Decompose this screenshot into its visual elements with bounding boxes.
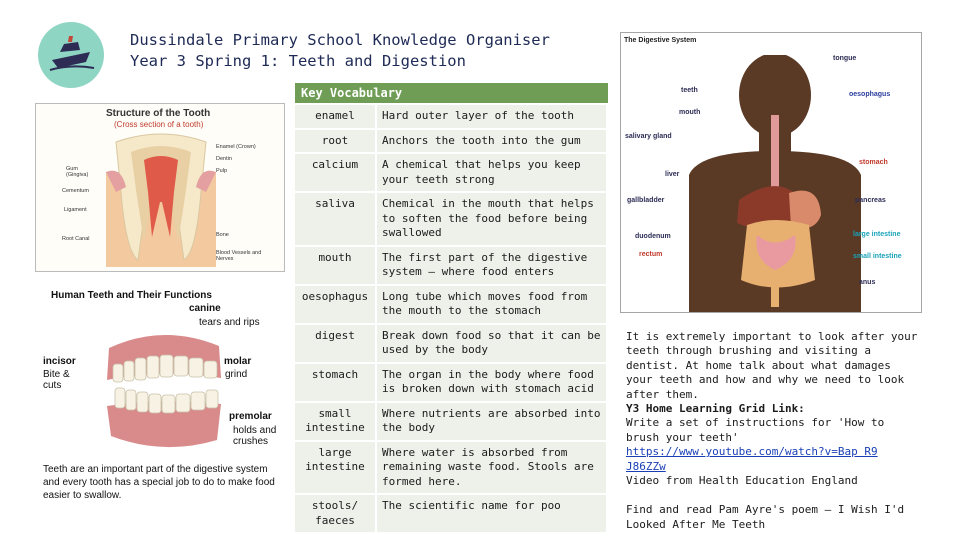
teeth-model-image (99, 328, 227, 450)
label-oesophagus: oesophagus (849, 91, 891, 98)
label-pulp: Pulp (216, 168, 228, 174)
vocab-row (295, 193, 606, 245)
vocab-term: oesophagus (295, 286, 375, 323)
incisor-label: incisor (43, 356, 76, 367)
vocab-row (295, 442, 606, 494)
label-teeth: teeth (681, 87, 698, 94)
label-dentin: Dentin (216, 156, 232, 162)
vocab-term: saliva (295, 193, 375, 245)
vocab-term: digest (295, 325, 375, 362)
vocab-term: stomach (295, 364, 375, 401)
premolar-label: premolar (229, 411, 272, 422)
vocab-term: large intestine (295, 442, 375, 494)
tooth-diagram-subtitle: (Cross section of a tooth) (114, 120, 204, 129)
label-cementum: Cementum (62, 188, 89, 194)
vocab-definition: Where water is absorbed from remaining waste food. Stools are formed here. (377, 442, 606, 494)
label-gum: Gum (Gingiva) (66, 166, 89, 178)
label-anus: anus (859, 279, 876, 286)
info-paragraph-1: It is extremely important to look after your teeth through brushing and visiting a dentist. At home talk about what damages your teeth and how and why we need to look after them. (626, 330, 918, 401)
home-learning-heading: Y3 Home Learning Grid Link: (626, 402, 805, 416)
vocab-definition: A chemical that helps you keep your teeth strong (377, 154, 606, 191)
vocab-row (295, 247, 606, 284)
vocab-table (293, 103, 608, 534)
teeth-functions-title: Human Teeth and Their Functions (51, 290, 212, 301)
school-logo (38, 22, 104, 88)
title-line-2: Year 3 Spring 1: Teeth and Digestion (130, 52, 466, 70)
label-stomach: stomach (859, 159, 888, 166)
teeth-caption: Teeth are an important part of the digestive system and every tooth has a special job to do to make food easier to swallow. (43, 464, 275, 501)
label-enamel: Enamel (Crown) (216, 144, 256, 150)
vocab-row (295, 403, 606, 440)
vocab-definition: Long tube which moves food from the mouth to the stomach (377, 286, 606, 323)
premolar-desc: holds and crushes (233, 425, 277, 447)
page-title (130, 30, 550, 72)
canine-desc: tears and rips (199, 317, 260, 328)
label-ligament: Ligament (64, 207, 87, 213)
tooth-structure-diagram (35, 103, 285, 272)
vocab-term: root (295, 130, 375, 153)
label-pancreas: pancreas (855, 197, 886, 204)
label-large-intestine: large intestine (853, 231, 901, 238)
vocab-row (295, 364, 606, 401)
vocab-term: enamel (295, 105, 375, 128)
label-liver: liver (665, 171, 680, 178)
label-mouth: mouth (679, 109, 701, 116)
digestive-body-image (679, 55, 869, 313)
vocab-row (295, 154, 606, 191)
vocab-row (295, 286, 606, 323)
vocab-term: mouth (295, 247, 375, 284)
label-blood-vessels: Blood Vessels and Nerves (216, 250, 262, 262)
vocab-row (295, 325, 606, 362)
vocab-definition: The organ in the body where food is broken down with stomach acid (377, 364, 606, 401)
poem-text: Find and read Pam Ayre's poem – I Wish I'd Looked After Me Teeth (626, 503, 905, 531)
vocab-term: stools/ faeces (295, 495, 375, 532)
molar-label: molar (224, 356, 252, 367)
digestive-title: The Digestive System (624, 37, 697, 44)
tooth-diagram-title: Structure of the Tooth (106, 108, 211, 119)
vocab-heading: Key Vocabulary (295, 83, 608, 103)
vocab-definition: Anchors the tooth into the gum (377, 130, 606, 153)
label-tongue: tongue (833, 55, 857, 62)
incisor-desc: Bite & cuts (43, 369, 70, 391)
label-bone: Bone (216, 232, 229, 238)
label-duodenum: duodenum (635, 233, 671, 240)
vocab-row (295, 495, 606, 532)
label-salivary-gland: salivary gland (625, 133, 672, 140)
video-credit: Video from Health Education England (626, 474, 858, 488)
vocab-definition: The scientific name for poo (377, 495, 606, 532)
vocab-term: calcium (295, 154, 375, 191)
vocab-definition: Where nutrients are absorbed into the body (377, 403, 606, 440)
instruction-text: Write a set of instructions for 'How to brush your teeth' (626, 416, 885, 444)
vocab-term: small intestine (295, 403, 375, 440)
vocab-row (295, 105, 606, 128)
label-rectum: rectum (639, 251, 663, 258)
label-small-intestine: small intestine (853, 253, 902, 260)
vocab-row (295, 130, 606, 153)
info-panel (626, 330, 922, 532)
tooth-cross-section-image (106, 132, 216, 267)
vocab-definition: Break down food so that it can be used by the body (377, 325, 606, 362)
label-root-canal: Root Canal (62, 236, 90, 242)
vocab-definition: The first part of the digestive system – where food enters (377, 247, 606, 284)
title-line-1: Dussindale Primary School Knowledge Organiser (130, 31, 550, 49)
vocab-definition: Chemical in the mouth that helps to soften the food before being swallowed (377, 193, 606, 245)
teeth-functions-panel (37, 288, 283, 508)
vocab-panel (295, 83, 608, 534)
label-gallbladder: gallbladder (627, 197, 665, 204)
vocab-definition: Hard outer layer of the tooth (377, 105, 606, 128)
digestive-system-diagram (620, 32, 922, 313)
youtube-link[interactable]: https://www.youtube.com/watch?v=Bap R9 J86ZZw (626, 445, 878, 473)
ship-icon (38, 22, 104, 88)
canine-label: canine (189, 303, 221, 314)
molar-desc: grind (225, 369, 248, 380)
